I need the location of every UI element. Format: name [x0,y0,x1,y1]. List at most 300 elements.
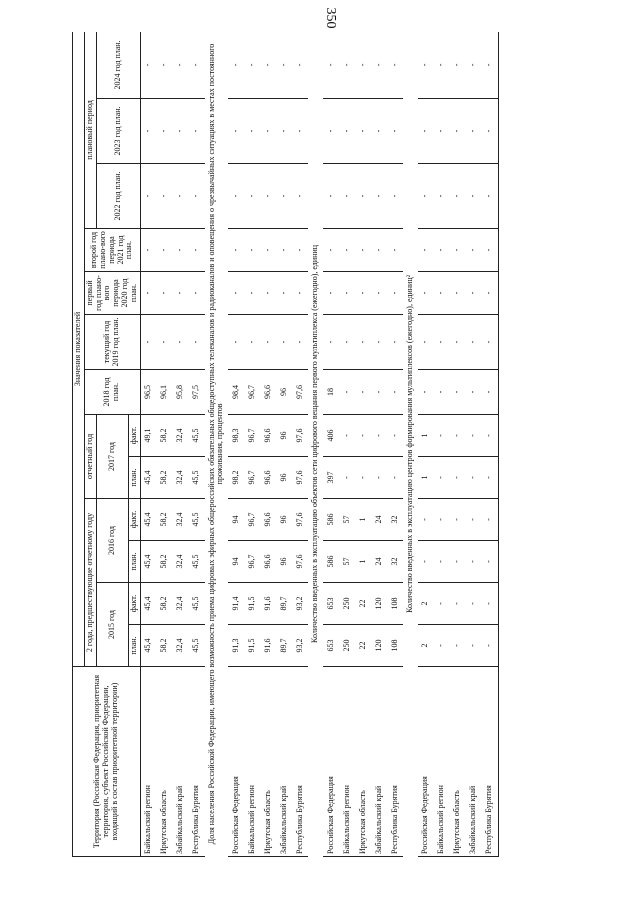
table-row [482,32,499,857]
value-cell: - [482,457,499,499]
value-cell: 32,4 [173,457,189,499]
value-cell: 18 [323,370,339,415]
value-cell: - [228,272,244,315]
year-2016-header: 2016 год [96,499,128,583]
table-row [260,32,276,857]
value-cell: - [418,499,434,541]
value-cell: 97,6 [292,499,308,541]
value-cell: - [323,315,339,370]
table-row [323,32,339,857]
value-cell: 45,4 [140,541,157,583]
value-cell: - [387,164,403,229]
value-cell: - [450,415,466,457]
value-cell: 32 [387,499,403,541]
value-cell: - [228,315,244,370]
value-cell: - [157,229,173,272]
value-cell: - [276,229,292,272]
value-cell: 45,4 [140,457,157,499]
value-cell: - [371,415,387,457]
value-cell: - [371,229,387,272]
value-cell: - [434,164,450,229]
value-cell: 120 [371,583,387,625]
first-planned-header: первый год плано-вого периода 2020 год план. [84,272,140,315]
value-cell: - [260,272,276,315]
value-cell: - [292,315,308,370]
territory-name: Байкальский регион [434,667,450,857]
values-header: Значения показателей [73,32,85,667]
value-cell: - [355,315,371,370]
value-cell: 1 [418,457,434,499]
value-cell: - [276,32,292,99]
value-cell: 32,4 [173,415,189,457]
value-cell: - [418,272,434,315]
value-cell: - [260,315,276,370]
value-cell: - [434,370,450,415]
value-cell: - [355,99,371,164]
table-row [450,32,466,857]
value-cell: 45,4 [140,499,157,541]
value-cell: 24 [371,499,387,541]
value-cell: - [450,625,466,667]
value-cell: 32,4 [173,583,189,625]
value-cell: 96,6 [260,457,276,499]
value-cell: - [244,32,260,99]
value-cell: - [339,457,355,499]
value-cell: 397 [323,457,339,499]
value-cell: 58,2 [157,583,173,625]
value-cell: - [244,164,260,229]
value-cell: 45,5 [189,499,205,541]
value-cell: 250 [339,625,355,667]
value-cell: 32,4 [173,541,189,583]
y2018-header: 2018 год план. [84,370,140,415]
value-cell: - [355,272,371,315]
value-cell: 96 [276,415,292,457]
table-row [339,32,355,857]
value-cell: - [387,457,403,499]
table-row [157,32,173,857]
table-row [140,32,157,857]
territory-name: Байкальский регион [244,667,260,857]
value-cell: - [387,315,403,370]
fact-header: факт. [128,499,140,541]
reporting-year-header: отчетный год [84,415,96,499]
value-cell: 653 [323,583,339,625]
value-cell: 97,5 [189,370,205,415]
planned-period-header: плановый период [84,32,96,229]
value-cell: 89,7 [276,625,292,667]
value-cell: - [260,229,276,272]
value-cell: - [173,32,189,99]
value-cell: - [418,315,434,370]
value-cell: 97,6 [292,457,308,499]
territory-name: Российская Федерация [228,667,244,857]
value-cell: - [482,499,499,541]
value-cell: - [244,272,260,315]
value-cell: 96 [276,370,292,415]
value-cell: - [371,315,387,370]
value-cell: - [276,99,292,164]
value-cell: - [189,229,205,272]
value-cell: - [434,541,450,583]
value-cell: 586 [323,541,339,583]
value-cell: - [173,315,189,370]
value-cell: - [244,315,260,370]
current-year-header: текущий год 2019 год план. [84,315,140,370]
value-cell: - [189,315,205,370]
value-cell: - [371,99,387,164]
value-cell: 32,4 [173,625,189,667]
value-cell: - [434,32,450,99]
section-title: Количество введенных в эксплуатацию объектов сети цифрового вещания первого мультиплекса (ежегодно), единиц [310,244,320,643]
y2023-header: 2023 год план. [96,99,140,164]
value-cell: 91,6 [260,625,276,667]
value-cell: - [387,229,403,272]
value-cell: - [189,272,205,315]
second-planned-header: второй год плано-вого периода 2021 год план. [84,229,140,272]
indicators-table [72,32,499,857]
value-cell: 96 [276,457,292,499]
value-cell: 96 [276,499,292,541]
table-row [355,32,371,857]
value-cell: - [466,315,482,370]
value-cell: 89,7 [276,583,292,625]
value-cell: - [387,415,403,457]
value-cell: - [292,229,308,272]
value-cell: 45,5 [189,541,205,583]
territory-name: Республика Бурятия [387,667,403,857]
value-cell: - [450,229,466,272]
value-cell: 45,5 [189,457,205,499]
value-cell: - [189,99,205,164]
value-cell: - [450,315,466,370]
territory-name: Республика Бурятия [482,667,499,857]
value-cell: - [157,99,173,164]
value-cell: - [355,32,371,99]
territory-name: Иркутская область [355,667,371,857]
value-cell: - [434,625,450,667]
value-cell: 2 [418,625,434,667]
territory-name: Иркутская область [450,667,466,857]
value-cell: - [450,99,466,164]
table-row [418,32,434,857]
value-cell: - [466,499,482,541]
value-cell: - [355,457,371,499]
value-cell: - [434,499,450,541]
table-row [244,32,260,857]
value-cell: - [434,229,450,272]
value-cell: - [450,499,466,541]
value-cell: - [466,457,482,499]
value-cell: - [418,99,434,164]
value-cell: - [482,99,499,164]
value-cell: - [140,229,157,272]
value-cell: - [482,625,499,667]
value-cell: 22 [355,583,371,625]
value-cell: 45,5 [189,583,205,625]
value-cell: - [228,164,244,229]
value-cell: 98,3 [228,415,244,457]
value-cell: - [339,32,355,99]
value-cell: - [482,415,499,457]
value-cell: 96,6 [260,541,276,583]
y2024-header: 2024 год план. [96,32,140,99]
value-cell: - [466,99,482,164]
value-cell: - [450,32,466,99]
territory-name: Российская Федерация [418,667,434,857]
value-cell: - [260,99,276,164]
value-cell: - [140,32,157,99]
value-cell: 45,5 [189,415,205,457]
value-cell: 24 [371,541,387,583]
value-cell: - [355,229,371,272]
value-cell: 91,6 [260,583,276,625]
value-cell: - [418,370,434,415]
year-2017-header: 2017 год [96,415,128,499]
value-cell: 58,2 [157,625,173,667]
value-cell: - [276,315,292,370]
value-cell: - [260,164,276,229]
value-cell: 250 [339,583,355,625]
value-cell: - [482,164,499,229]
value-cell: - [466,415,482,457]
territory-name: Республика Бурятия [189,667,205,857]
territory-name: Российская Федерация [323,667,339,857]
value-cell: 94 [228,541,244,583]
table-row [276,32,292,857]
value-cell: - [355,164,371,229]
territory-header: Территория (Российская Федерация, приоритетная территория, субъект Российской Федерации, входящий в состав приоритетной территории) [73,667,141,857]
value-cell: - [466,370,482,415]
value-cell: - [339,164,355,229]
value-cell: 91,5 [244,583,260,625]
value-cell: 96,7 [244,415,260,457]
table-body [140,32,498,857]
value-cell: - [434,583,450,625]
value-cell: - [482,272,499,315]
value-cell: - [387,272,403,315]
value-cell: 32 [387,541,403,583]
value-cell: 96,7 [244,499,260,541]
value-cell: - [228,32,244,99]
value-cell: - [140,315,157,370]
value-cell: - [140,99,157,164]
value-cell: 96,7 [244,541,260,583]
value-cell: - [276,164,292,229]
value-cell: - [339,415,355,457]
value-cell: - [450,272,466,315]
territory-name: Иркутская область [157,667,173,857]
value-cell: 96,7 [244,370,260,415]
value-cell: - [292,32,308,99]
value-cell: - [450,164,466,229]
value-cell: - [292,99,308,164]
territory-name: Забайкальский край [276,667,292,857]
value-cell: - [157,272,173,315]
y2022-header: 2022 год план. [96,164,140,229]
value-cell: 91,3 [228,625,244,667]
prior-years-header: 2 года, предшествующие отчетному году [84,499,96,667]
page-number: 350 [323,7,338,29]
value-cell: - [355,415,371,457]
value-cell: - [323,32,339,99]
value-cell: 49,1 [140,415,157,457]
fact-header: факт. [128,583,140,625]
table-frame [72,32,532,857]
table-row [189,32,205,857]
value-cell: - [339,272,355,315]
value-cell: - [466,583,482,625]
value-cell: - [228,99,244,164]
value-cell: - [418,164,434,229]
value-cell: - [276,272,292,315]
value-cell: - [371,457,387,499]
value-cell: - [418,32,434,99]
table-row [387,32,403,857]
value-cell: - [140,164,157,229]
value-cell: 97,6 [292,541,308,583]
table-row [371,32,387,857]
value-cell: - [466,32,482,99]
value-cell: - [140,272,157,315]
value-cell: - [434,272,450,315]
value-cell: - [418,541,434,583]
section-header-row [403,32,418,857]
value-cell: 22 [355,625,371,667]
value-cell: - [189,32,205,99]
value-cell: 1 [418,415,434,457]
value-cell: 96,7 [244,457,260,499]
value-cell: - [323,272,339,315]
value-cell: - [157,164,173,229]
table-row [173,32,189,857]
value-cell: 108 [387,583,403,625]
value-cell: - [339,229,355,272]
fact-header: факт. [128,415,140,457]
table-row [228,32,244,857]
value-cell: 58,2 [157,499,173,541]
value-cell: 96,1 [157,370,173,415]
value-cell: 98,2 [228,457,244,499]
value-cell: - [482,583,499,625]
rotated-table [72,32,532,857]
territory-name: Республика Бурятия [292,667,308,857]
section-header-row [205,32,229,857]
value-cell: - [292,164,308,229]
value-cell: 586 [323,499,339,541]
value-cell: 97,6 [292,415,308,457]
value-cell: - [434,415,450,457]
plan-header: план. [128,625,140,667]
value-cell: - [450,370,466,415]
territory-name: Забайкальский край [173,667,189,857]
value-cell: - [173,272,189,315]
value-cell: 1 [355,541,371,583]
value-cell: 120 [371,625,387,667]
value-cell: - [466,229,482,272]
value-cell: - [482,229,499,272]
territory-name: Забайкальский край [371,667,387,857]
table-row [466,32,482,857]
value-cell: - [371,272,387,315]
value-cell: - [466,541,482,583]
value-cell: - [323,164,339,229]
value-cell: - [387,32,403,99]
plan-header: план. [128,457,140,499]
value-cell: - [434,315,450,370]
value-cell: - [482,541,499,583]
value-cell: - [339,99,355,164]
value-cell: 58,2 [157,457,173,499]
table-row [434,32,450,857]
territory-name: Иркутская область [260,667,276,857]
value-cell: - [466,164,482,229]
value-cell: 96,6 [260,370,276,415]
value-cell: - [418,229,434,272]
value-cell: - [387,370,403,415]
value-cell: - [323,99,339,164]
value-cell: - [339,315,355,370]
value-cell: 57 [339,499,355,541]
plan-header: план. [128,541,140,583]
value-cell: 2 [418,583,434,625]
value-cell: - [450,457,466,499]
value-cell: - [355,370,371,415]
value-cell: 95,8 [173,370,189,415]
value-cell: 93,2 [292,625,308,667]
value-cell: 32,4 [173,499,189,541]
value-cell: - [244,229,260,272]
value-cell: - [371,164,387,229]
table-row [292,32,308,857]
value-cell: 96,6 [260,415,276,457]
value-cell: - [339,370,355,415]
value-cell: 93,2 [292,583,308,625]
value-cell: - [292,272,308,315]
value-cell: - [260,32,276,99]
value-cell: - [387,99,403,164]
value-cell: 96,5 [140,370,157,415]
value-cell: - [434,99,450,164]
year-2015-header: 2015 год [96,583,128,667]
value-cell: - [173,164,189,229]
value-cell: 96 [276,541,292,583]
value-cell: 58,2 [157,541,173,583]
value-cell: - [371,370,387,415]
value-cell: - [371,32,387,99]
section-title: Количество введенных в эксплуатацию центров формирования мультиплексов (ежегодно), единиц² [404,275,414,613]
value-cell: 45,4 [140,625,157,667]
value-cell: - [323,229,339,272]
value-cell: 406 [323,415,339,457]
value-cell: 91,4 [228,583,244,625]
value-cell: 58,2 [157,415,173,457]
value-cell: 94 [228,499,244,541]
value-cell: - [450,541,466,583]
territory-name: Забайкальский край [466,667,482,857]
value-cell: - [482,370,499,415]
value-cell: - [189,164,205,229]
value-cell: - [157,32,173,99]
value-cell: 57 [339,541,355,583]
value-cell: - [434,457,450,499]
value-cell: - [466,625,482,667]
value-cell: 108 [387,625,403,667]
territory-name: Байкальский регион [339,667,355,857]
value-cell: 96,6 [260,499,276,541]
section-title: Доля населения Российской Федерации, имеющего возможность приема цифровых эфирных общероссийских обязательных общедоступных телеканалов и радиоканалов и оповещения о чрезвычайных ситуациях в местах постоянного проживания, процентов [206,43,225,845]
value-cell: 45,5 [189,625,205,667]
